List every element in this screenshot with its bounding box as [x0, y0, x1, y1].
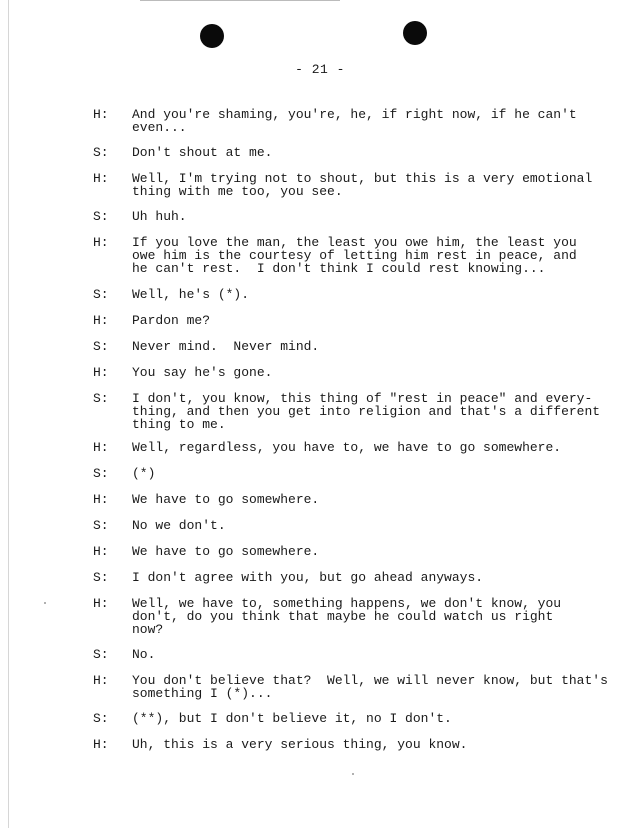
transcript-entry: [0, 493, 640, 506]
speaker-label: S:: [93, 145, 109, 160]
utterance-line: owe him is the courtesy of letting him rest in peace, and: [132, 248, 577, 263]
transcript-entry: [0, 519, 640, 532]
page-number: - 21 -: [295, 62, 345, 77]
transcript-entry: [0, 314, 640, 327]
utterance-line: Never mind. Never mind.: [132, 339, 320, 354]
transcript-entry: [0, 340, 640, 353]
utterance-line: Pardon me?: [132, 313, 211, 328]
speaker-label: H:: [93, 673, 109, 688]
scan-speck: [44, 602, 46, 604]
transcript-entry: [0, 712, 640, 725]
transcript-entry: [0, 366, 640, 379]
transcript-entry: [0, 108, 640, 134]
utterance-line: No.: [132, 647, 156, 662]
transcript-entry: [0, 597, 640, 636]
transcript-entry: [0, 738, 640, 751]
scan-speck: [352, 773, 354, 775]
utterance-line: Uh huh.: [132, 209, 187, 224]
utterance-line: We have to go somewhere.: [132, 544, 320, 559]
transcript-entry: [0, 288, 640, 301]
speaker-label: H:: [93, 235, 109, 250]
utterance-line: thing with me too, you see.: [132, 184, 343, 199]
speaker-label: S:: [93, 518, 109, 533]
speaker-label: H:: [93, 544, 109, 559]
speaker-label: S:: [93, 339, 109, 354]
transcript-entry: [0, 571, 640, 584]
utterance-line: No we don't.: [132, 518, 226, 533]
transcript-entry: [0, 467, 640, 480]
utterance-line: (*): [132, 466, 156, 481]
speaker-label: S:: [93, 466, 109, 481]
transcript-entry: [0, 172, 640, 198]
utterance-line: even...: [132, 120, 187, 135]
speaker-label: S:: [93, 711, 109, 726]
utterance-line: don't, do you think that maybe he could watch us right: [132, 609, 554, 624]
transcript-entry: [0, 210, 640, 223]
utterance-line: If you love the man, the least you owe him, the least you: [132, 235, 577, 250]
speaker-label: H:: [93, 440, 109, 455]
utterance-line: (**), but I don't believe it, no I don't.: [132, 711, 452, 726]
punch-hole-right: [403, 21, 427, 45]
utterance-line: Don't shout at me.: [132, 145, 273, 160]
transcript-entry: [0, 648, 640, 661]
utterance-line: Uh, this is a very serious thing, you know.: [132, 737, 468, 752]
transcript-entry: [0, 392, 640, 431]
speaker-label: H:: [93, 171, 109, 186]
utterance-line: he can't rest. I don't think I could rest knowing...: [132, 261, 546, 276]
speaker-label: H:: [93, 737, 109, 752]
utterance-line: I don't, you know, this thing of "rest in peace" and every-: [132, 391, 593, 406]
utterance-line: I don't agree with you, but go ahead anyways.: [132, 570, 484, 585]
utterance-line: something I (*)...: [132, 686, 273, 701]
utterance-line: Well, regardless, you have to, we have to go somewhere.: [132, 440, 562, 455]
utterance-line: Well, he's (*).: [132, 287, 250, 302]
speaker-label: S:: [93, 287, 109, 302]
speaker-label: S:: [93, 647, 109, 662]
utterance-line: We have to go somewhere.: [132, 492, 320, 507]
speaker-label: H:: [93, 107, 109, 122]
speaker-label: H:: [93, 365, 109, 380]
speaker-label: S:: [93, 209, 109, 224]
utterance-line: thing, and then you get into religion and that's a different: [132, 404, 601, 419]
speaker-label: H:: [93, 492, 109, 507]
transcript-entry: [0, 674, 640, 700]
utterance-line: thing to me.: [132, 417, 226, 432]
scan-top-rule: [140, 0, 340, 1]
utterance-line: Well, we have to, something happens, we don't know, you: [132, 596, 562, 611]
transcript-entry: [0, 441, 640, 454]
punch-hole-left: [200, 24, 224, 48]
utterance-line: You don't believe that? Well, we will never know, but that's: [132, 673, 608, 688]
speaker-label: H:: [93, 313, 109, 328]
utterance-line: And you're shaming, you're, he, if right now, if he can't: [132, 107, 577, 122]
speaker-label: H:: [93, 596, 109, 611]
utterance-line: You say he's gone.: [132, 365, 273, 380]
speaker-label: S:: [93, 391, 109, 406]
speaker-label: S:: [93, 570, 109, 585]
transcript-entry: [0, 146, 640, 159]
transcript-entry: [0, 236, 640, 275]
transcript-entry: [0, 545, 640, 558]
utterance-line: now?: [132, 622, 164, 637]
utterance-line: Well, I'm trying not to shout, but this is a very emotional: [132, 171, 593, 186]
